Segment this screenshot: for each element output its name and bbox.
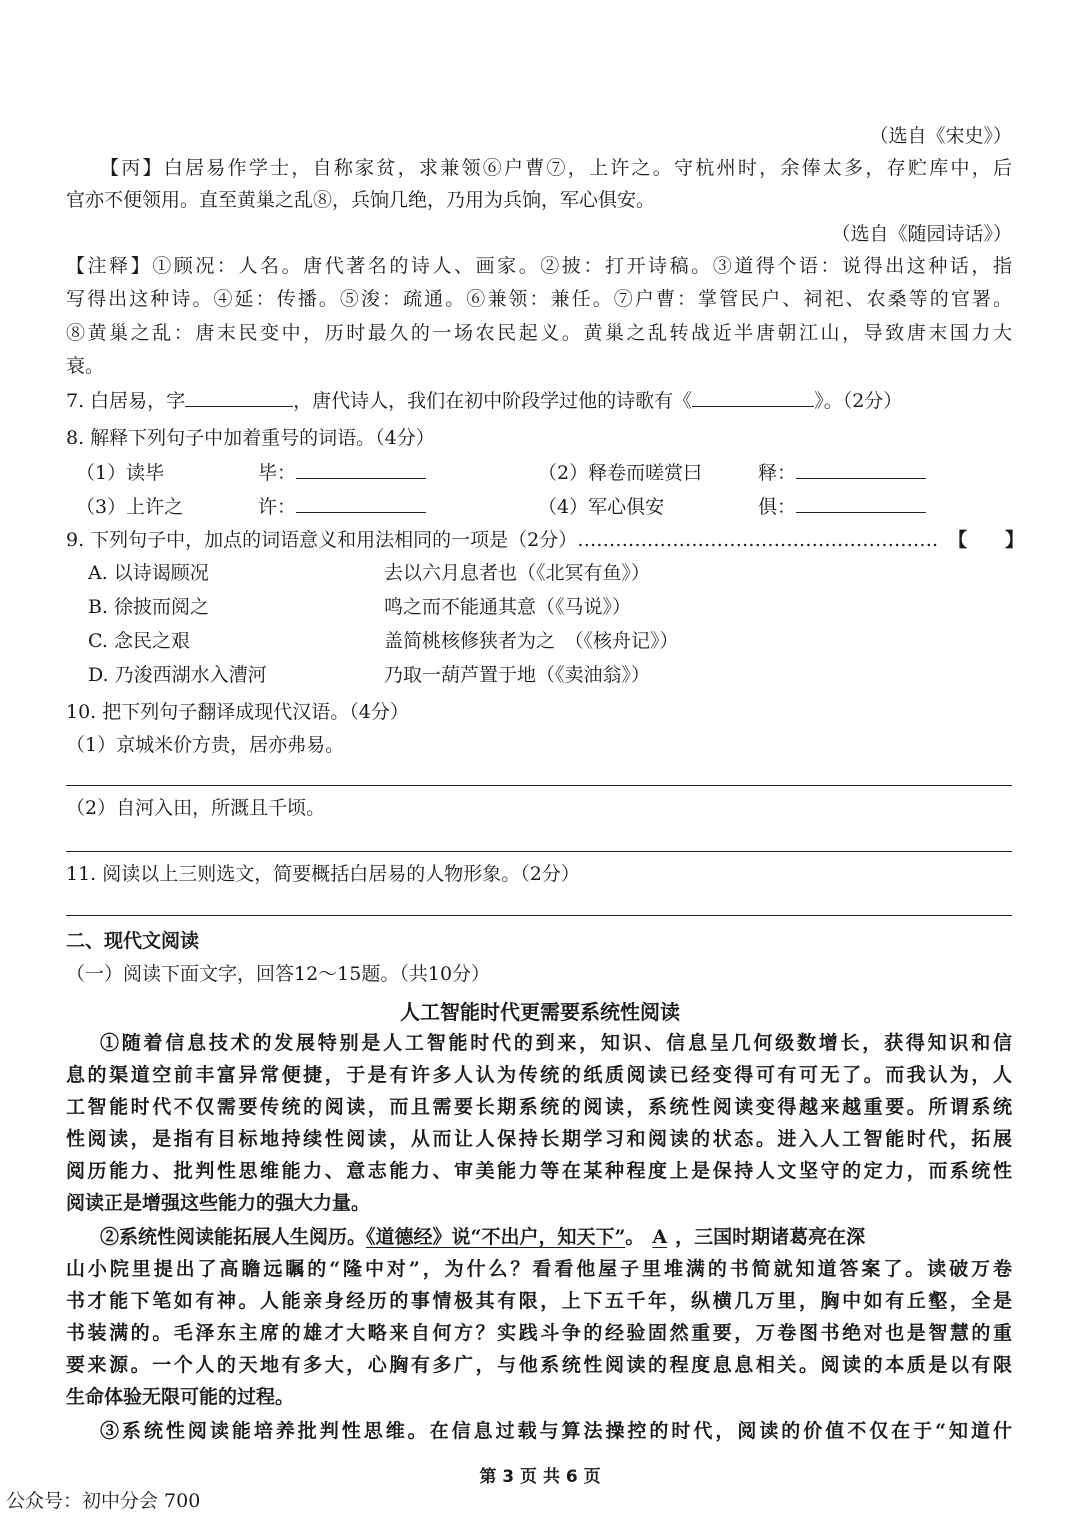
article-p2-line: 书才能下笔如有神。人能亲身经历的事情极其有限，上下五千年，纵横几万里，胸中如有丘壑，全是	[66, 1290, 1012, 1312]
page-number: 第 3 页 共 6 页	[479, 1467, 601, 1487]
q9-option-a-compare: 去以六月息者也（《北冥有鱼》）	[384, 562, 651, 584]
notes-line: 【注释】①顾况：人名。唐代著名的诗人、画家。②披：打开诗稿。③道得个语：说得出这种话，指	[66, 255, 1012, 277]
question-7	[66, 388, 1012, 414]
q7-text: 7. 白居易，字	[66, 390, 186, 412]
q9-dots: …………………………………………………	[577, 529, 939, 551]
source-suiyuan: （选自《随园诗话》）	[831, 223, 1012, 245]
notes-line: 衰。	[66, 355, 105, 377]
q8-blank[interactable]	[296, 494, 426, 513]
q7-text: 》。（2分）	[814, 390, 903, 412]
passage-bing-line: 【丙】白居易作学士，自称家贫，求兼领⑥户曹⑦，上许之。守杭州时，余俸太多，存贮库中，后	[100, 157, 1012, 179]
q9-option-c-compare: 盖简桃核修狭者为之 （《核舟记》）	[384, 630, 679, 652]
p2-text: 。	[625, 1226, 645, 1248]
article-p1-line: 性阅读，是指有目标地持续性阅读，从而让人保持长期学习和阅读的状态。进入人工智能时代，拓展	[66, 1128, 1012, 1150]
notes-line: ⑧黄巢之乱：唐末民变中，历时最久的一场农民起义。黄巢之乱转战近半唐朝江山，导致唐末国力大	[66, 322, 1012, 344]
q8-word: 释：	[758, 462, 797, 484]
watermark-text: 公众号：初中分会 700	[6, 1490, 201, 1512]
article-title: 人工智能时代更需要系统性阅读	[400, 1000, 680, 1024]
q8-blank[interactable]	[296, 460, 426, 479]
q10-item-1: （1）京城米价方贵，居亦弗易。	[66, 734, 345, 756]
source-song-shi: （选自《宋史》）	[869, 125, 1012, 147]
article-p2-line: 山小院里提出了高瞻远瞩的“隆中对”，为什么？看看他屋子里堆满的书简就知道答案了。读破万卷	[66, 1258, 1012, 1280]
passage-bing-line: 官亦不便领用。直至黄巢之乱⑧，兵饷几绝，乃用为兵饷，军心俱安。	[66, 189, 656, 211]
q8-item-label: （4）军心俱安	[538, 496, 665, 518]
q8-blank[interactable]	[796, 460, 926, 479]
q8-blank[interactable]	[796, 494, 926, 513]
answer-line[interactable]	[66, 785, 1012, 786]
q9-option-b-compare: 鸣之而不能通其意（《马说》）	[384, 596, 632, 618]
article-p1-line: ①随着信息技术的发展特别是人工智能时代的到来，知识、信息呈几何级数增长，获得知识和信	[100, 1032, 1012, 1054]
p2-text: ②系统性阅读能拓展人生阅历。	[100, 1226, 367, 1248]
article-p1-line: 工智能时代不仅需要传统的阅读，而且需要长期系统的阅读，系统性阅读变得越来越重要。所谓系统	[66, 1096, 1012, 1118]
q7-text: ，唐代诗人，我们在初中阶段学过他的诗歌有《	[293, 390, 693, 412]
article-p3-line: ③系统性阅读能培养批判性思维。在信息过载与算法操控的时代，阅读的价值不仅在于“知道什	[100, 1420, 1012, 1442]
q9-option-b: B. 徐披而阅之	[88, 596, 210, 618]
q7-blank-poem[interactable]	[692, 388, 814, 407]
q8-item-label: （3）上许之	[76, 496, 184, 518]
q8-item-answer	[758, 460, 926, 486]
question-9-stem	[66, 527, 946, 553]
q9-text: 9. 下列句子中，加点的词语意义和用法相同的一项是（2分）	[66, 529, 578, 551]
q8-item-label: （1）读毕	[76, 462, 165, 484]
notes-line: 写得出这种诗。④延：传播。⑤浚：疏通。⑥兼领：兼任。⑦户曹：掌管民户、祠祀、农桑等的官署。	[66, 288, 1012, 310]
q9-option-d-compare: 乃取一葫芦置于地（《卖油翁》）	[384, 664, 651, 686]
section-heading: 二、现代文阅读	[66, 930, 200, 952]
p2-blank-a: A	[652, 1226, 668, 1248]
q9-option-a: A. 以诗谒顾况	[88, 562, 209, 584]
p2-underlined-quote: 《道德经》说“不出户，知天下”	[366, 1226, 626, 1248]
q8-item-answer	[758, 494, 926, 520]
q8-word: 俱：	[758, 496, 797, 518]
q8-item-label: （2）释卷而嗟赏曰	[538, 462, 703, 484]
section-subheading: （一）阅读下面文字，回答12～15题。（共10分）	[66, 963, 491, 985]
article-p1-line: 阅历能力、批判性思维能力、意志能力、审美能力等在某种程度上是保持人文坚守的定力，而系统性	[66, 1160, 1012, 1182]
article-p2-line: 生命体验无限可能的过程。	[66, 1386, 295, 1408]
q8-word: 许：	[258, 496, 297, 518]
question-8-stem: 8. 解释下列句子中加着重号的词语。（4分）	[66, 427, 435, 449]
q8-word: 毕：	[258, 462, 297, 484]
question-11-stem: 11. 阅读以上三则选文，简要概括白居易的人物形象。（2分）	[66, 863, 580, 885]
q7-blank-zi[interactable]	[185, 388, 293, 407]
article-p1-line: 息的渠道空前丰富异常便捷，于是有许多人认为传统的纸质阅读已经变得可有可无了。而我认为，人	[66, 1064, 1012, 1086]
q8-item-answer	[258, 460, 426, 486]
article-p2-first-line	[100, 1224, 1012, 1250]
article-p1-line: 阅读正是增强这些能力的强大力量。	[66, 1192, 371, 1214]
question-10-stem: 10. 把下列句子翻译成现代汉语。（4分）	[66, 701, 409, 723]
answer-line[interactable]	[66, 851, 1012, 852]
p2-text: ，三国时期诸葛亮在深	[675, 1226, 866, 1248]
article-p2-line: 要来源。一个人的天地有多大，心胸有多广，与他系统性阅读的程度息息相关。阅读的本质是以有限	[66, 1354, 1012, 1376]
answer-line[interactable]	[66, 915, 1012, 916]
q8-item-answer	[258, 494, 426, 520]
article-p2-line: 书装满的。毛泽东主席的雄才大略来自何方？实践斗争的经验固然重要，万卷图书绝对也是智慧的重	[66, 1322, 1012, 1344]
q9-answer-bracket[interactable]: 【 】	[948, 529, 1025, 551]
q10-item-2: （2）自河入田，所溉且千顷。	[66, 797, 326, 819]
q9-option-d: D. 乃浚西湖水入漕河	[88, 664, 267, 686]
q9-option-c: C. 念民之艰	[88, 630, 190, 652]
